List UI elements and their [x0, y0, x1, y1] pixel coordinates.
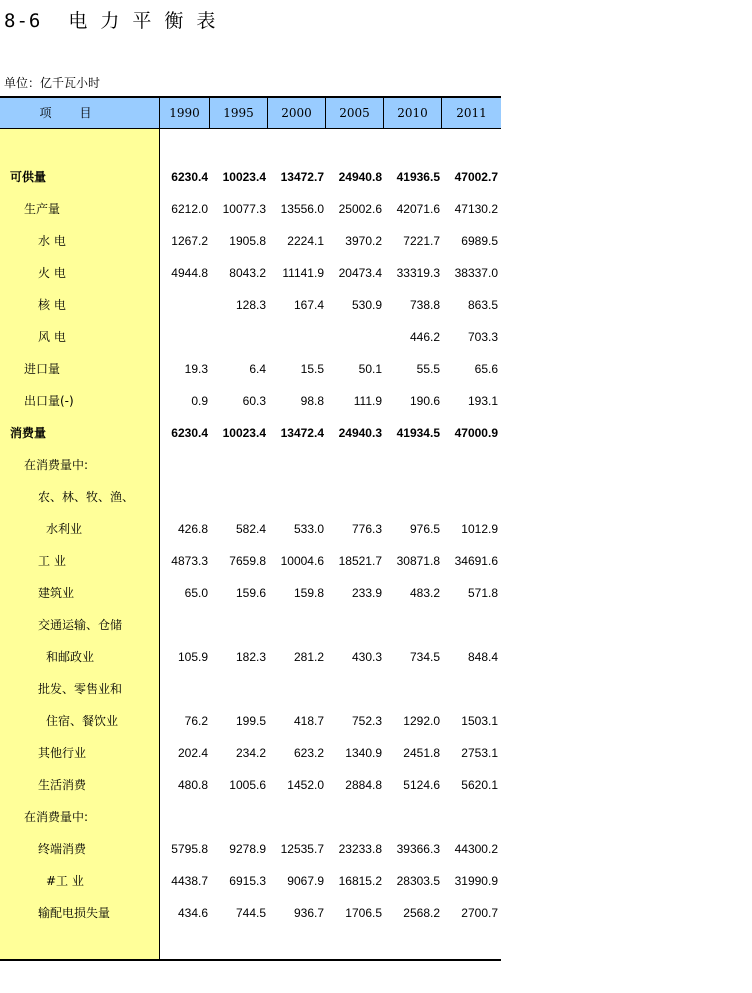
cell-value: 38337.0 [454, 266, 498, 280]
cell-value [152, 289, 208, 321]
table-row [0, 641, 501, 673]
cell-value: 6212.0 [171, 202, 208, 216]
cell-value [268, 481, 324, 513]
cell-value: 418.7 [293, 714, 324, 728]
cell-value: 848.4 [467, 650, 498, 664]
row-label: 在消费量中: [24, 458, 89, 472]
header-year-2010: 2010 [384, 98, 442, 128]
header-year-2005: 2005 [326, 98, 384, 128]
cell-value [152, 609, 208, 641]
cell-value: 4873.3 [171, 554, 208, 568]
cell-value [442, 801, 498, 833]
cell-value: 19.3 [184, 362, 208, 376]
row-label: 农、林、牧、渔、 [38, 490, 135, 504]
cell-value [210, 801, 266, 833]
cell-value [384, 609, 440, 641]
cell-value: 199.5 [235, 714, 266, 728]
cell-value: 13556.0 [280, 202, 324, 216]
cell-value [326, 449, 382, 481]
table-row [0, 257, 501, 289]
cell-value [326, 801, 382, 833]
table-header [0, 98, 501, 129]
cell-value: 34691.6 [454, 554, 498, 568]
cell-value: 128.3 [235, 298, 266, 312]
row-label: 生活消费 [38, 778, 87, 792]
table-row [0, 513, 501, 545]
cell-value: 6989.5 [461, 234, 498, 248]
row-label: 交通运输、仓储 [38, 618, 123, 632]
cell-value: 1452.0 [287, 778, 324, 792]
table-row [0, 449, 501, 481]
table-row [0, 705, 501, 737]
row-label: 核 电 [38, 298, 66, 312]
row-label: #工 业 [46, 874, 84, 888]
cell-value: 41934.5 [396, 426, 440, 440]
cell-value: 47000.9 [454, 426, 498, 440]
table-row [0, 481, 501, 513]
cell-value [326, 673, 382, 705]
cell-value: 480.8 [177, 778, 208, 792]
row-label: 出口量(-) [24, 394, 74, 408]
cell-value: 182.3 [235, 650, 266, 664]
cell-value: 744.5 [235, 906, 266, 920]
cell-value: 623.2 [293, 746, 324, 760]
cell-value: 1267.2 [171, 234, 208, 248]
cell-value: 2700.7 [461, 906, 498, 920]
cell-value: 1005.6 [229, 778, 266, 792]
cell-value: 41936.5 [396, 170, 440, 184]
cell-value: 24940.8 [338, 170, 382, 184]
cell-value: 65.0 [184, 586, 208, 600]
cell-value: 776.3 [351, 522, 382, 536]
cell-value: 159.8 [293, 586, 324, 600]
cell-value [384, 449, 440, 481]
cell-value: 3970.2 [345, 234, 382, 248]
header-year-1990: 1990 [160, 98, 210, 128]
table-row [0, 353, 501, 385]
cell-value: 0.9 [191, 394, 208, 408]
cell-value [442, 481, 498, 513]
cell-value: 1503.1 [461, 714, 498, 728]
cell-value: 28303.5 [396, 874, 440, 888]
header-year-2000: 2000 [268, 98, 326, 128]
cell-value: 50.1 [358, 362, 382, 376]
cell-value: 752.3 [351, 714, 382, 728]
row-label: 消费量 [10, 426, 47, 440]
table-row [0, 897, 501, 929]
cell-value: 65.6 [474, 362, 498, 376]
cell-value [210, 609, 266, 641]
table-row [0, 417, 501, 449]
cell-value: 31990.9 [454, 874, 498, 888]
row-label: 输配电损失量 [38, 906, 111, 920]
cell-value [326, 481, 382, 513]
cell-value: 936.7 [293, 906, 324, 920]
cell-value [384, 481, 440, 513]
cell-value [210, 449, 266, 481]
cell-value: 734.5 [409, 650, 440, 664]
cell-value: 5124.6 [403, 778, 440, 792]
row-label: 水利业 [46, 522, 83, 536]
cell-value: 12535.7 [280, 842, 324, 856]
table-row [0, 161, 501, 193]
cell-value: 703.3 [467, 330, 498, 344]
cell-value: 11141.9 [282, 266, 324, 280]
cell-value [326, 609, 382, 641]
cell-value: 234.2 [235, 746, 266, 760]
cell-value: 6.4 [249, 362, 266, 376]
cell-value: 233.9 [351, 586, 382, 600]
cell-value: 47002.7 [454, 170, 498, 184]
table-bottom-rule [0, 959, 501, 961]
table-row [0, 865, 501, 897]
row-label: 建筑业 [38, 586, 75, 600]
table-number: 8-6 [4, 10, 42, 32]
cell-value [152, 449, 208, 481]
cell-value: 202.4 [177, 746, 208, 760]
cell-value: 1292.0 [403, 714, 440, 728]
cell-value: 533.0 [293, 522, 324, 536]
row-label: 进口量 [24, 362, 61, 376]
cell-value: 2568.2 [403, 906, 440, 920]
row-label: 水 电 [38, 234, 66, 248]
cell-value: 483.2 [409, 586, 440, 600]
cell-value: 446.2 [409, 330, 440, 344]
cell-value [268, 449, 324, 481]
row-label: 火 电 [38, 266, 66, 280]
table-row [0, 225, 501, 257]
cell-value [210, 481, 266, 513]
cell-value: 976.5 [409, 522, 440, 536]
header-year-1995: 1995 [210, 98, 268, 128]
cell-value [442, 449, 498, 481]
cell-value [268, 673, 324, 705]
cell-value: 20473.4 [338, 266, 382, 280]
cell-value: 33319.3 [396, 266, 440, 280]
row-label: 工 业 [38, 554, 66, 568]
cell-value: 9067.9 [287, 874, 324, 888]
unit-label: 单位：亿千瓦小时 [4, 76, 101, 90]
cell-value: 16815.2 [338, 874, 382, 888]
table-title: 电力平衡表 [68, 10, 229, 32]
cell-value [268, 609, 324, 641]
cell-value: 47130.2 [454, 202, 498, 216]
cell-value: 1706.5 [345, 906, 382, 920]
cell-value [152, 801, 208, 833]
cell-value: 44300.2 [454, 842, 498, 856]
table-row [0, 737, 501, 769]
cell-value: 5620.1 [461, 778, 498, 792]
cell-value: 6915.3 [229, 874, 266, 888]
row-label: 可供量 [10, 170, 47, 184]
cell-value: 4438.7 [171, 874, 208, 888]
cell-value: 10004.6 [280, 554, 324, 568]
cell-value: 426.8 [177, 522, 208, 536]
cell-value [268, 801, 324, 833]
cell-value: 13472.4 [280, 426, 324, 440]
cell-value: 39366.3 [396, 842, 440, 856]
cell-value: 530.9 [351, 298, 382, 312]
cell-value: 15.5 [300, 362, 324, 376]
cell-value: 10023.4 [222, 426, 266, 440]
row-label: 在消费量中: [24, 810, 89, 824]
cell-value: 7659.8 [229, 554, 266, 568]
cell-value: 8043.2 [229, 266, 266, 280]
cell-value: 7221.7 [403, 234, 440, 248]
cell-value [152, 481, 208, 513]
table-row [0, 385, 501, 417]
row-label: 其他行业 [38, 746, 87, 760]
table-row [0, 193, 501, 225]
cell-value: 13472.7 [280, 170, 324, 184]
cell-value: 2753.1 [461, 746, 498, 760]
cell-value: 55.5 [416, 362, 440, 376]
cell-value: 430.3 [351, 650, 382, 664]
cell-value: 167.4 [293, 298, 324, 312]
header-year-2011: 2011 [456, 106, 487, 120]
cell-value: 2884.8 [345, 778, 382, 792]
table-row [0, 673, 501, 705]
cell-value [326, 321, 382, 353]
row-label: 风 电 [38, 330, 66, 344]
row-label: 生产量 [24, 202, 61, 216]
cell-value: 190.6 [409, 394, 440, 408]
cell-value: 42071.6 [396, 202, 440, 216]
cell-value: 1340.9 [345, 746, 382, 760]
cell-value: 571.8 [467, 586, 498, 600]
cell-value [442, 673, 498, 705]
cell-value [152, 321, 208, 353]
cell-value: 582.4 [235, 522, 266, 536]
cell-value: 111.9 [353, 394, 382, 408]
cell-value [268, 321, 324, 353]
table-row [0, 577, 501, 609]
cell-value [384, 801, 440, 833]
table-row [0, 545, 501, 577]
cell-value: 2451.8 [403, 746, 440, 760]
cell-value [442, 609, 498, 641]
table-row [0, 321, 501, 353]
cell-value: 10023.4 [222, 170, 266, 184]
row-label: 批发、零售业和 [38, 682, 123, 696]
table-row [0, 769, 501, 801]
cell-value: 10077.3 [222, 202, 266, 216]
cell-value: 9278.9 [229, 842, 266, 856]
cell-value: 6230.4 [171, 170, 208, 184]
cell-value: 159.6 [235, 586, 266, 600]
cell-value [210, 321, 266, 353]
cell-value: 105.9 [177, 650, 208, 664]
cell-value: 281.2 [293, 650, 324, 664]
cell-value: 193.1 [467, 394, 498, 408]
cell-value: 738.8 [409, 298, 440, 312]
cell-value: 2224.1 [287, 234, 324, 248]
cell-value [210, 673, 266, 705]
cell-value: 18521.7 [338, 554, 382, 568]
header-item: 项目 [0, 98, 160, 128]
cell-value: 1012.9 [461, 522, 498, 536]
cell-value [384, 673, 440, 705]
cell-value: 1905.8 [229, 234, 266, 248]
cell-value: 6230.4 [171, 426, 208, 440]
cell-value: 4944.8 [171, 266, 208, 280]
cell-value: 76.2 [184, 714, 208, 728]
table-row [0, 609, 501, 641]
table-row [0, 833, 501, 865]
row-label: 和邮政业 [46, 650, 95, 664]
cell-value: 863.5 [467, 298, 498, 312]
cell-value: 24940.3 [338, 426, 382, 440]
row-label: 住宿、餐饮业 [46, 714, 119, 728]
cell-value: 434.6 [177, 906, 208, 920]
cell-value: 30871.8 [396, 554, 440, 568]
row-label: 终端消费 [38, 842, 87, 856]
cell-value: 25002.6 [338, 202, 382, 216]
page-title [4, 6, 228, 33]
cell-value: 60.3 [242, 394, 266, 408]
table-row [0, 801, 501, 833]
table-row [0, 289, 501, 321]
cell-value: 5795.8 [171, 842, 208, 856]
cell-value: 23233.8 [338, 842, 382, 856]
cell-value [152, 673, 208, 705]
cell-value: 98.8 [300, 394, 324, 408]
